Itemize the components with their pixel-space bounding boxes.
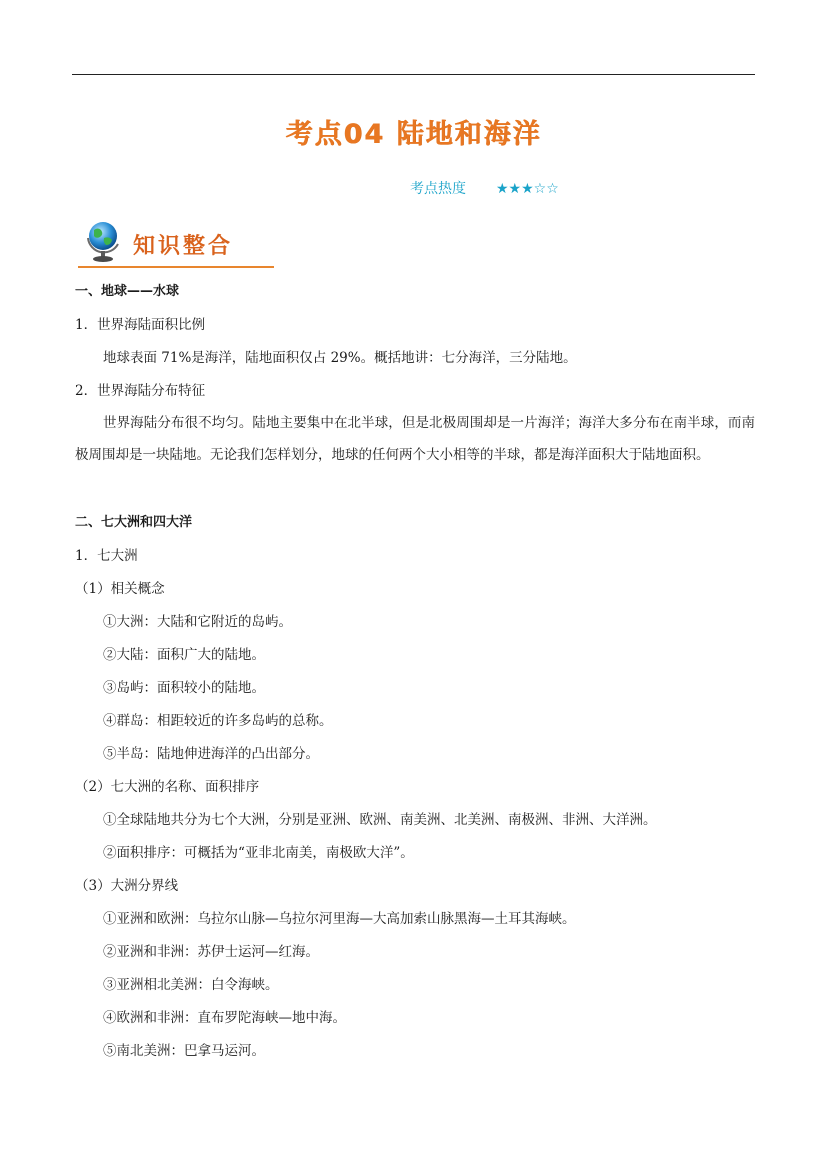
list-item: ②亚洲和非洲：苏伊士运河—红海。 xyxy=(103,944,319,960)
heat-label: 考点热度 xyxy=(410,181,466,197)
list-item: ⑤南北美洲：巴拿马运河。 xyxy=(103,1043,265,1059)
para-distribution: 世界海陆分布很不均匀。陆地主要集中在北半球，但是北极周围却是一片海洋；海洋大多分布在南半球，而南极周围却是一块陆地。无论我们怎样划分，地球的任何两个大小相等的半球，都是海洋面积大于陆地面积。 xyxy=(75,415,755,463)
heading-earth-water: 一、地球——水球 xyxy=(75,284,180,299)
heat-stars: ★★★☆☆ xyxy=(496,181,559,197)
section-header xyxy=(78,216,274,270)
heading-continents-oceans: 二、七大洲和四大洋 xyxy=(75,515,193,530)
list-item: ①大洲：大陆和它附近的岛屿。 xyxy=(103,614,292,630)
item-seven-continents: 1．七大洲 xyxy=(75,548,138,564)
header-rule xyxy=(72,74,755,75)
section-title: 知识整合 xyxy=(133,234,234,259)
list-item: ④欧洲和非洲：直布罗陀海峡—地中海。 xyxy=(103,1010,346,1026)
section-underline xyxy=(78,266,274,268)
page-title: 考点04 陆地和海洋 xyxy=(285,119,542,150)
para-area-ratio: 地球表面 71%是海洋，陆地面积仅占 29%。概括地讲：七分海洋，三分陆地。 xyxy=(103,350,577,366)
globe-icon xyxy=(84,218,122,264)
list-item: ④群岛：相距较近的许多岛屿的总称。 xyxy=(103,713,333,729)
list-item: ⑤半岛：陆地伸进海洋的凸出部分。 xyxy=(103,746,319,762)
sub-names-ranking: （2）七大洲的名称、面积排序 xyxy=(75,779,260,795)
list-item: ①亚洲和欧洲：乌拉尔山脉—乌拉尔河里海—大高加索山脉黑海—土耳其海峡。 xyxy=(103,911,576,927)
item-distribution: 2．世界海陆分布特征 xyxy=(75,383,206,399)
list-item: ②大陆：面积广大的陆地。 xyxy=(103,647,265,663)
list-item: ③岛屿：面积较小的陆地。 xyxy=(103,680,265,696)
sub-concepts: （1）相关概念 xyxy=(75,581,165,597)
list-item: ③亚洲相北美洲：白令海峡。 xyxy=(103,977,279,993)
item-area-ratio: 1．世界海陆面积比例 xyxy=(75,317,206,333)
sub-boundaries: （3）大洲分界线 xyxy=(75,878,179,894)
list-item: ①全球陆地共分为七个大洲，分别是亚洲、欧洲、南美洲、北美洲、南极洲、非洲、大洋洲。 xyxy=(103,812,657,828)
list-item: ②面积排序：可概括为“亚非北南美，南极欧大洋”。 xyxy=(103,845,414,861)
heat-rating xyxy=(410,178,559,198)
